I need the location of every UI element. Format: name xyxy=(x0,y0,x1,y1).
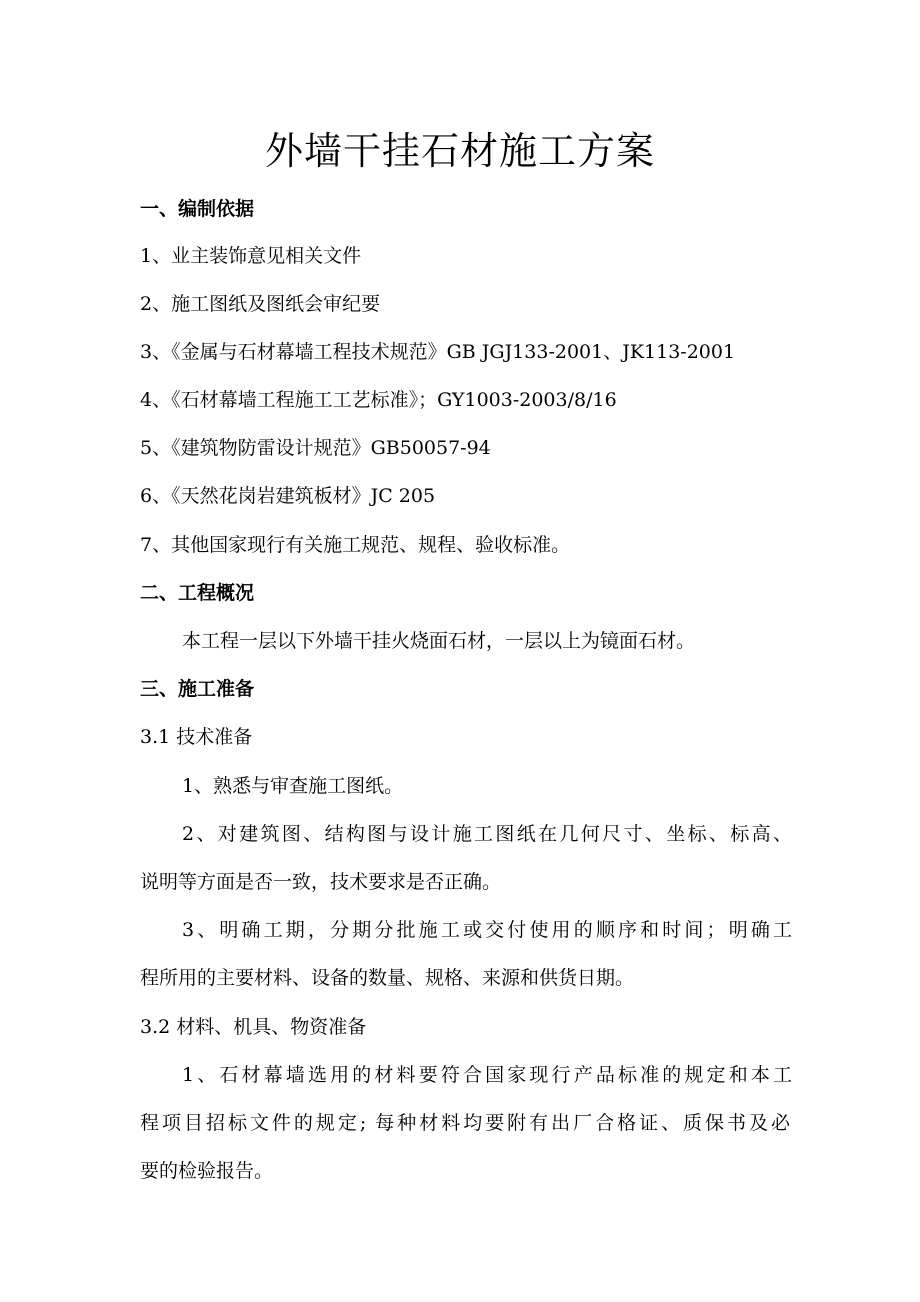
basis-item-7: 7、其他国家现行有关施工规范、规程、验收标准。 xyxy=(140,534,571,556)
section-heading-basis: 一、编制依据 xyxy=(140,198,255,220)
subsection-heading-materials: 3.2 材料、机具、物资准备 xyxy=(140,1016,367,1038)
basis-item-6: 6、《天然花岗岩建筑板材》JC 205 xyxy=(140,485,436,507)
technical-item-1: 1、熟悉与审查施工图纸。 xyxy=(182,775,404,797)
overview-paragraph: 本工程一层以下外墙干挂火烧面石材，一层以上为镜面石材。 xyxy=(182,630,696,652)
materials-item-1-line-3: 要的检验报告。 xyxy=(140,1160,274,1182)
subsection-heading-technical: 3.1 技术准备 xyxy=(140,726,253,748)
technical-item-3-line-2: 程所用的主要材料、设备的数量、规格、来源和供货日期。 xyxy=(140,967,635,989)
section-heading-preparation: 三、施工准备 xyxy=(140,678,255,700)
basis-item-3: 3、《金属与石材幕墙工程技术规范》GB JGJ133-2001、JK113-2001 xyxy=(140,341,736,363)
document-title: 外墙干挂石材施工方案 xyxy=(264,129,655,173)
technical-item-2-line-2: 说明等方面是否一致，技术要求是否正确。 xyxy=(140,871,502,893)
basis-item-1: 1、业主装饰意见相关文件 xyxy=(140,245,362,267)
technical-item-2-line-1: 2、对建筑图、结构图与设计施工图纸在几何尺寸、坐标、标高、 xyxy=(182,823,792,845)
basis-item-4: 4、《石材幕墙工程施工工艺标准》；GY1003-2003/8/16 xyxy=(140,389,617,411)
basis-item-2: 2、施工图纸及图纸会审纪要 xyxy=(140,293,381,315)
basis-item-5: 5、《建筑物防雷设计规范》GB50057-94 xyxy=(140,437,491,459)
materials-item-1-line-1: 1、石材幕墙选用的材料要符合国家现行产品标准的规定和本工 xyxy=(182,1064,792,1086)
section-heading-overview: 二、工程概况 xyxy=(140,582,255,604)
materials-item-1-line-2: 程项目招标文件的规定; 每种材料均要附有出厂合格证、质保书及必 xyxy=(140,1112,790,1134)
technical-item-3-line-1: 3、明确工期，分期分批施工或交付使用的顺序和时间；明确工 xyxy=(182,919,792,941)
